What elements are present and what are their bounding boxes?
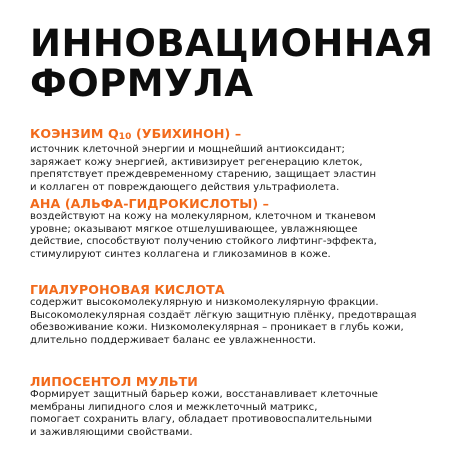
section-title-aha-acids: AHA (АЛЬФА-ГИДРОКИСЛОТЫ) – [30,196,270,211]
section-aha-acids [30,196,377,261]
section-body-hyaluronic-acid [30,297,416,347]
body-line: и коллаген от повреждающего действия ультрафиолета. [30,181,340,193]
body-line: заряжает кожу энергией, активизирует регенерацию клеток, [30,156,363,168]
page-title-line-2: ФОРМУЛА [30,62,254,105]
body-line: помогает сохранить влагу, обладает противовоспалительными [30,414,373,426]
page-title-line-1: ИННОВАЦИОННАЯ [30,22,434,65]
body-line: Высокомолекулярная создаёт лёгкую защитную плёнку, предотвращая [30,309,417,321]
body-line: длительно поддерживает баланс ее увлажненности. [30,334,316,346]
body-line: воздействуют на кожу на молекулярном, клеточном и тканевом [30,211,376,222]
infographic-page [30,22,442,438]
body-line: и заживляющими свойствами. [30,426,193,438]
section-title-coenzyme-q10 [30,126,376,144]
body-line: источник клеточной энергии и мощнейший антиоксидант; [30,144,345,155]
body-line: обезвоживание кожи. Низкомолекулярная – проникает в глубь кожи, [30,322,404,334]
section-title-main: КОЭНЗИМ Q [30,126,119,141]
body-line: препятствует преждевременному старению, защищает эластин [30,169,377,181]
section-body-liposentol-multi [30,389,378,439]
section-title-subscript: 10 [118,132,132,142]
body-line: уровне; оказывают мягкое отшелушивающее, увлажняющее [30,223,358,235]
body-line: стимулируют синтез коллагена и гликозаминов в коже. [30,248,331,260]
section-hyaluronic-acid [30,282,416,347]
section-title-hyaluronic-acid: ГИАЛУРОНОВАЯ КИСЛОТА [30,282,225,297]
page-title [30,24,442,104]
section-liposentol-multi [30,374,378,439]
section-title-liposentol-multi: ЛИПОСЕНТОЛ МУЛЬТИ [30,374,198,389]
section-title-rest: (УБИХИНОН) – [131,126,242,141]
body-line: мембраны липидного слоя и межклеточный матрикс, [30,401,318,413]
body-line: содержит высокомолекулярную и низкомолекулярную фракции. [30,297,379,308]
body-line: действие, способствуют получению стойкого лифтинг-эффекта, [30,236,377,248]
body-line: Формирует защитный барьер кожи, восстанавливает клеточные [30,389,378,400]
section-body-aha-acids [30,211,377,261]
section-coenzyme-q10 [30,126,376,194]
section-body-coenzyme-q10 [30,144,376,194]
